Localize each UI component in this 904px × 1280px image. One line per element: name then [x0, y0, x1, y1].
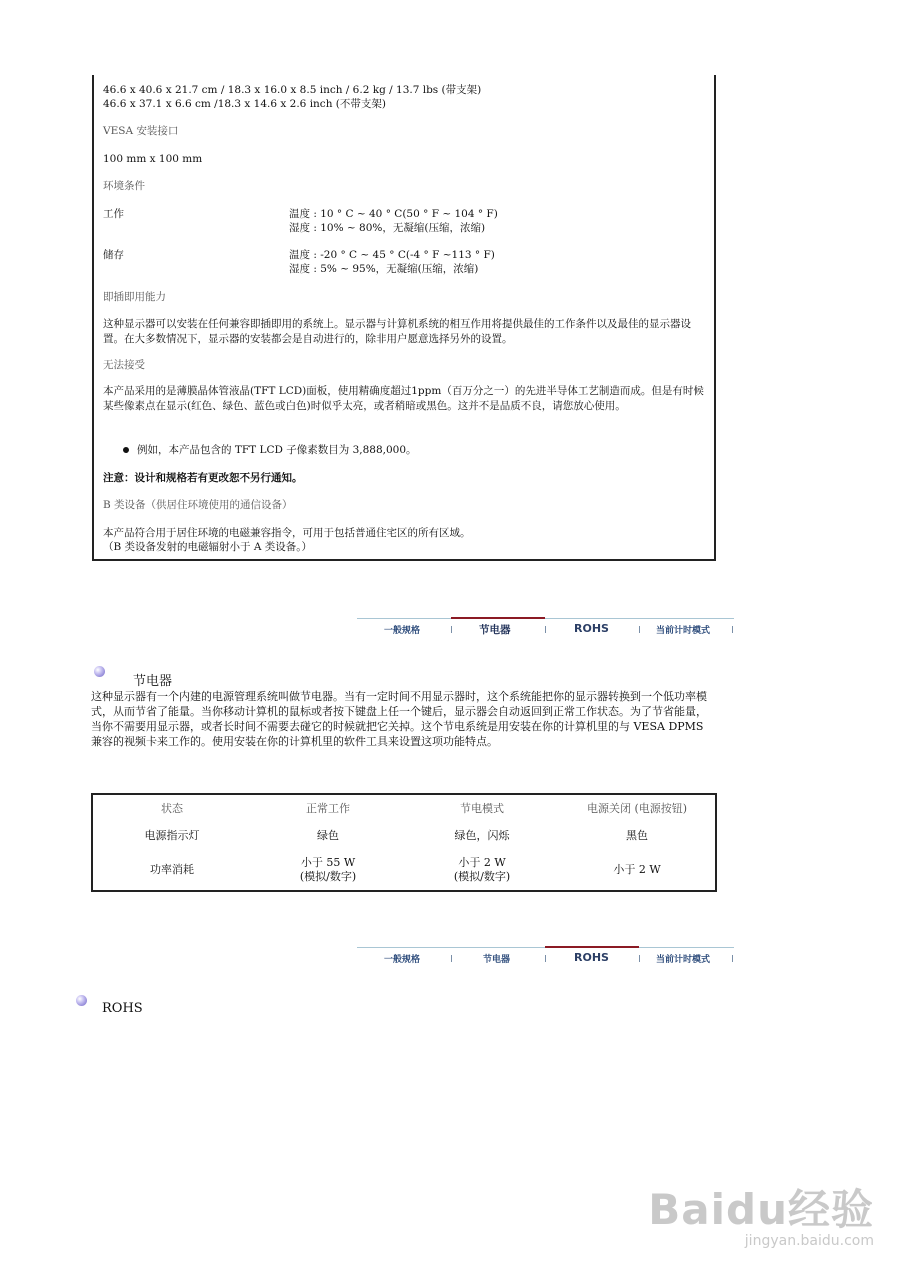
notice: 注意：设计和规格若有更改恕不另行通知。: [103, 472, 303, 484]
nav-separator: [451, 626, 452, 633]
table-cell: 绿色，闪烁: [454, 829, 510, 842]
nav-separator: [545, 626, 546, 633]
table-cell: 小于 2 W: [613, 863, 661, 876]
nav-separator: [639, 626, 640, 633]
vesa-heading: VESA 安装接口: [103, 125, 179, 137]
baidu-watermark: [648, 1185, 874, 1250]
storage-humidity: 湿度 : 5% ~ 95%，无凝缩(压缩，浓缩): [289, 263, 479, 275]
pnp-text: 这种显示器可以安装在任何兼容即插即用的系统上。显示器与计算机系统的相互作用将提供最佳的工作条件以及最佳的显示器设置。在大多数情况下，显示器的安装都会是自动进行的，除非用户愿意选择另外的设置。: [103, 318, 691, 345]
table-header: 电源关闭 (电源按钮): [586, 802, 688, 815]
dim-without-stand: 46.6 x 37.1 x 6.6 cm /18.3 x 14.6 x 2.6 inch (不带支架): [103, 98, 386, 110]
section-nav-rohs: [357, 947, 734, 969]
accept-bullet: 例如，本产品包含的 TFT LCD 子像素数目为 3,888,000。: [137, 444, 417, 456]
table-cell: 小于 55 W: [300, 856, 356, 869]
storage-label: 储存: [103, 249, 124, 261]
tab-general-specs[interactable]: 一般规格: [384, 955, 421, 965]
table-cell: 电源指示灯: [144, 829, 200, 842]
operating-humidity: 湿度 : 10% ~ 80%，无凝缩(压缩，浓缩): [289, 222, 486, 234]
nav-separator: [451, 955, 452, 962]
bullet-sphere-icon: [94, 666, 105, 677]
tab-rohs[interactable]: ROHS: [574, 951, 609, 964]
table-header: 状态: [161, 802, 183, 815]
watermark-logo: Baidu经验: [648, 1185, 874, 1234]
tab-rohs[interactable]: ROHS: [574, 622, 609, 635]
power-table: [91, 793, 717, 892]
spec-box: [92, 75, 716, 561]
powersaver-text: 这种显示器有一个内建的电源管理系统叫做节电器。当有一定时间不用显示器时，这个系统能把你的显示器转换到一个低功率模式，从而节省了能量。当你移动计算机的鼠标或者按下键盘上任一个键后，显示器会自动返回到正常工作状态。为了节省能量，当你不需要用显示器，或者长时间不需要去碰它的时候就把它关掉。这个节电系统是用安装在你的计算机里的与 VESA DPMS 兼容的视频卡来工作的。使用安装在你的计算机里的软件工具来设置这项功能特点。: [91, 690, 707, 748]
nav-active-indicator: [451, 617, 545, 619]
tab-timing-modes[interactable]: 当前计时模式: [656, 626, 711, 636]
pnp-heading: 即插即用能力: [103, 291, 166, 303]
table-cell: (模拟/数字): [299, 870, 357, 883]
classb-heading: B 类设备（供居住环境使用的通信设备）: [103, 499, 293, 511]
vesa-value: 100 mm x 100 mm: [103, 153, 203, 165]
operating-temp: 温度 : 10 ° C ~ 40 ° C(50 ° F ~ 104 ° F): [289, 208, 498, 220]
operating-label: 工作: [103, 208, 124, 220]
nav-separator: [545, 955, 546, 962]
table-cell: 功率消耗: [150, 863, 194, 876]
nav-separator: [732, 955, 733, 962]
bullet-sphere-icon: [76, 995, 87, 1006]
nav-active-indicator: [545, 946, 639, 948]
nav-separator: [639, 955, 640, 962]
tab-powersaver[interactable]: 节电器: [483, 955, 511, 965]
nav-topline: [357, 618, 734, 619]
tab-general-specs[interactable]: 一般规格: [384, 626, 421, 636]
bullet-dot: [123, 447, 129, 453]
nav-separator: [732, 626, 733, 633]
rohs-title: ROHS: [102, 1001, 143, 1016]
table-cell: (模拟/数字): [453, 870, 511, 883]
tab-powersaver[interactable]: 节电器: [479, 624, 511, 636]
section-nav-powersaver: [357, 618, 734, 640]
accept-text: 本产品采用的是薄膜晶体管液晶(TFT LCD)面板，使用精确度超过1ppm（百万分之一）的先进半导体工艺制造而成。但是有时候某些像素点在显示(红色、绿色、蓝色或白色)时似乎太亮，或者稍暗或黑色。这并不是品质不良，请您放心使用。: [103, 385, 704, 412]
dim-with-stand: 46.6 x 40.6 x 21.7 cm / 18.3 x 16.0 x 8.5 inch / 6.2 kg / 13.7 lbs (带支架): [103, 84, 482, 96]
classb-line2: （B 类设备发射的电磁辐射小于 A 类设备。）: [103, 541, 313, 553]
table-header: 节电模式: [460, 802, 504, 815]
table-cell: 黑色: [626, 829, 648, 842]
env-heading: 环境条件: [103, 180, 145, 192]
table-cell: 小于 2 W: [458, 856, 506, 869]
table-header: 正常工作: [306, 802, 350, 815]
table-cell: 绿色: [317, 829, 339, 842]
accept-heading: 无法接受: [103, 359, 145, 371]
watermark-url: jingyan.baidu.com: [744, 1233, 874, 1249]
classb-line1: 本产品符合用于居住环境的电磁兼容指令，可用于包括普通住宅区的所有区域。: [103, 527, 471, 539]
powersaver-title: 节电器: [133, 674, 173, 689]
storage-temp: 温度 : -20 ° C ~ 45 ° C(-4 ° F ~113 ° F): [289, 249, 495, 261]
tab-timing-modes[interactable]: 当前计时模式: [656, 955, 711, 965]
